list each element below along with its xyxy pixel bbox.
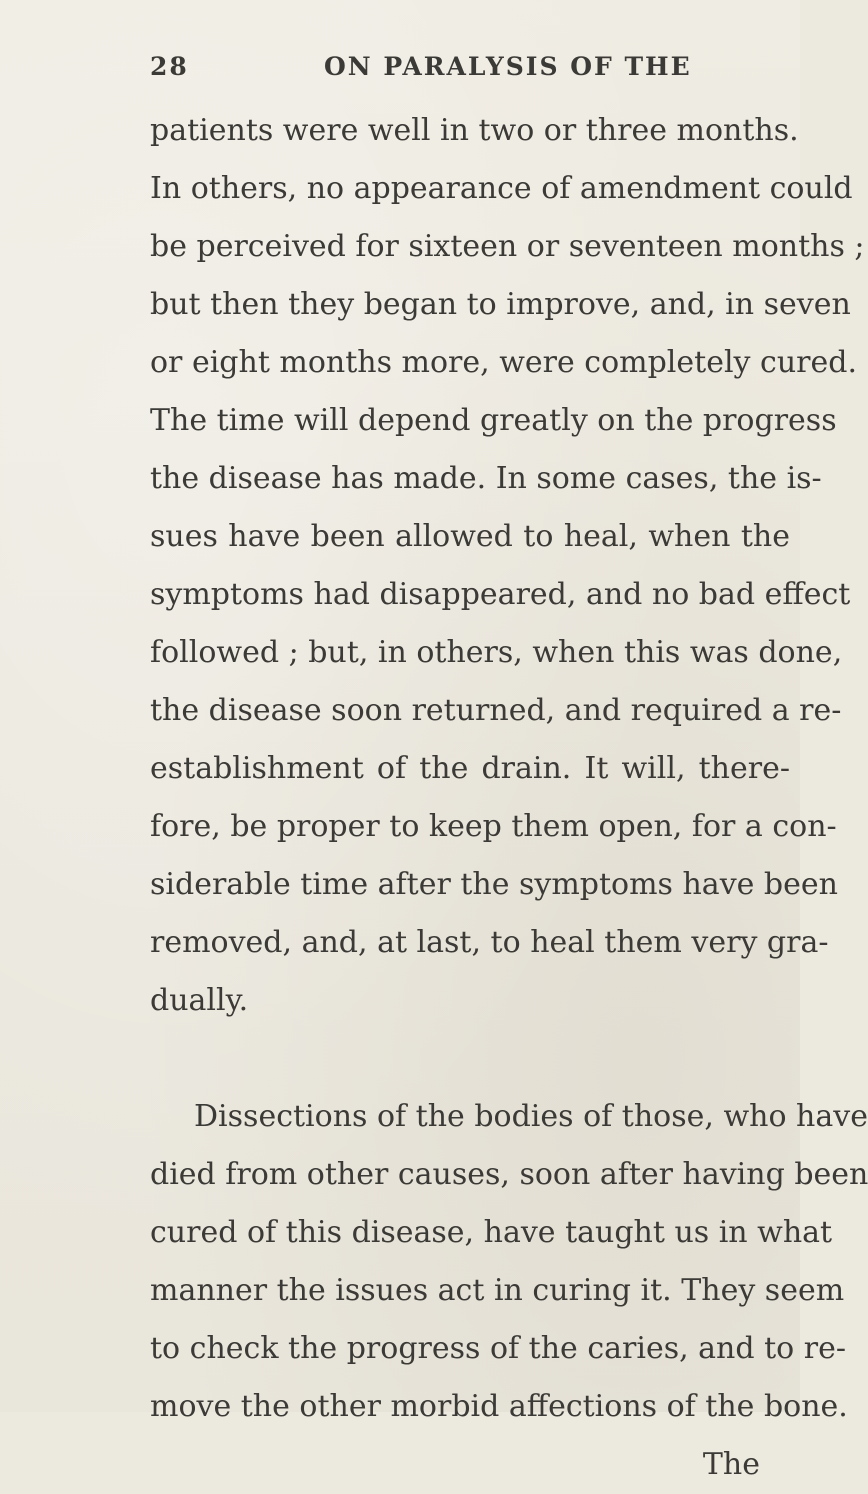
text-line: Dissections of the bodies of those, who have (194, 1099, 868, 1134)
text-line: followed ; but, in others, when this was done, (150, 635, 843, 670)
paragraph-gap (150, 1030, 790, 1088)
text-line: move the other morbid affections of the bone. (150, 1389, 848, 1424)
text-line: but then they began to improve, and, in seven (150, 287, 851, 322)
text-line: died from other causes, soon after having been (150, 1157, 868, 1192)
catchword: The (702, 1447, 760, 1482)
text-line: dually. (150, 983, 249, 1018)
running-head (150, 52, 770, 92)
text-line: manner the issues act in curing it. They seem (150, 1273, 845, 1308)
text-line: the disease has made. In some cases, the is- (150, 461, 822, 496)
body-text (150, 102, 868, 1494)
text-line: siderable time after the symptoms have been (150, 867, 838, 902)
text-line: or eight months more, were completely cured. (150, 345, 857, 380)
text-line: symptoms had disappeared, and no bad effect (150, 577, 851, 612)
text-line: fore, be proper to keep them open, for a con- (150, 809, 837, 844)
text-line: be perceived for sixteen or seventeen months ; (150, 229, 865, 264)
page-number: 28 (150, 52, 189, 81)
text-line: removed, and, at last, to heal them very gra- (150, 925, 829, 960)
text-line: cured of this disease, have taught us in what (150, 1215, 833, 1250)
text-line: patients were well in two or three months. (150, 113, 799, 148)
text-line: In others, no appearance of amendment could (150, 171, 853, 206)
text-line: sues have been allowed to heal, when the (150, 519, 790, 554)
running-head-title: ON PARALYSIS OF THE (324, 52, 692, 81)
text-line: establishment of the drain. It will, there- (150, 751, 790, 786)
text-line: The time will depend greatly on the progress (150, 403, 837, 438)
text-line: the disease soon returned, and required a re- (150, 693, 842, 728)
paragraph-1 (150, 102, 865, 1030)
paragraph-2 (150, 1088, 868, 1436)
text-line: to check the progress of the caries, and to re- (150, 1331, 846, 1366)
